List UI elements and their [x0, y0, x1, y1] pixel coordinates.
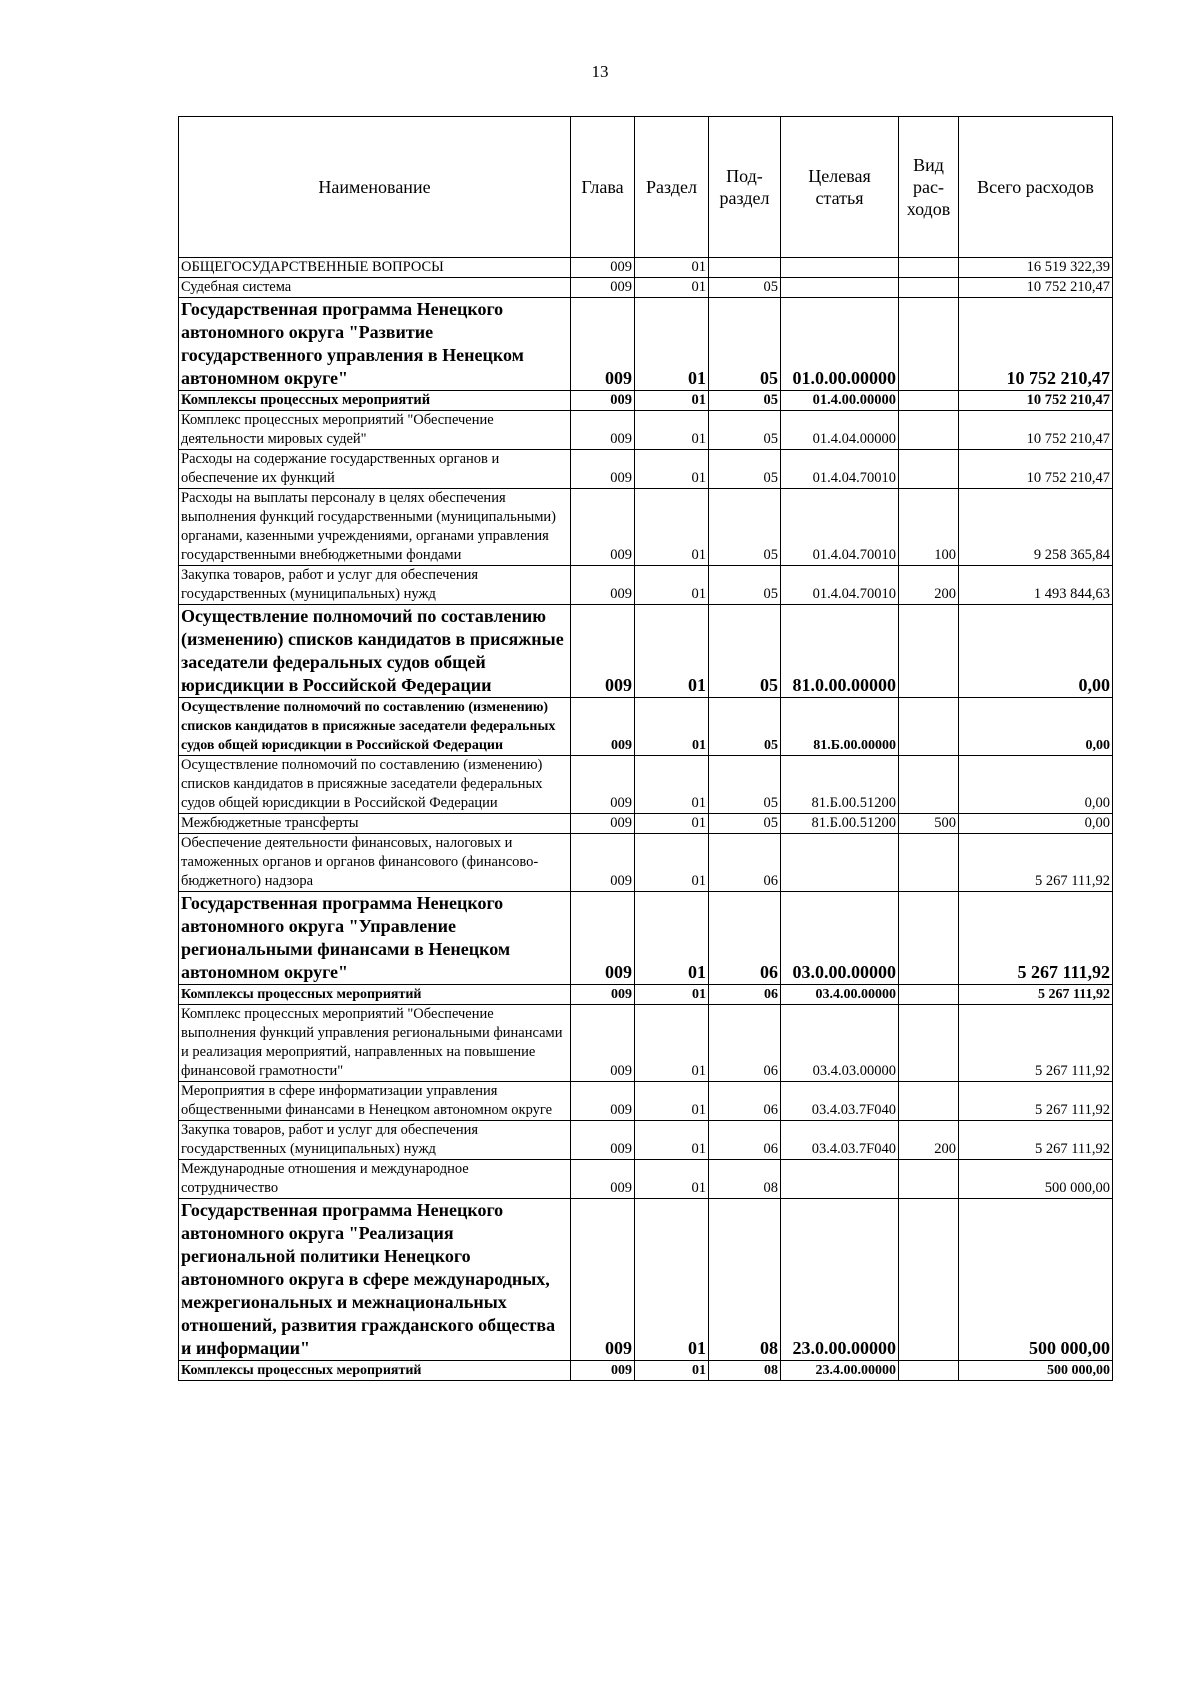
table-row	[179, 566, 1113, 605]
cell-podrazdel: 06	[709, 834, 781, 892]
cell-glava: 009	[571, 1005, 635, 1082]
cell-name: Осуществление полномочий по составлению (изменению) списков кандидатов в присяжные заседатели федеральных судов общей юрисдикции в Российской Федерации	[179, 605, 571, 698]
cell-podrazdel: 06	[709, 1121, 781, 1160]
cell-vid: 200	[899, 1121, 959, 1160]
cell-total: 500 000,00	[959, 1199, 1113, 1361]
cell-glava: 009	[571, 258, 635, 278]
cell-razdel: 01	[635, 1361, 709, 1381]
cell-total: 500 000,00	[959, 1361, 1113, 1381]
cell-name: Государственная программа Ненецкого автономного округа "Управление региональными финансами в Ненецком автономном округе"	[179, 892, 571, 985]
cell-podrazdel: 05	[709, 814, 781, 834]
cell-statya: 01.0.00.00000	[781, 298, 899, 391]
cell-name: Расходы на содержание государственных органов и обеспечение их функций	[179, 450, 571, 489]
table-row	[179, 450, 1113, 489]
cell-statya: 03.4.03.7F040	[781, 1082, 899, 1121]
cell-vid	[899, 411, 959, 450]
cell-vid	[899, 985, 959, 1005]
cell-razdel: 01	[635, 1160, 709, 1199]
cell-glava: 009	[571, 605, 635, 698]
cell-total: 9 258 365,84	[959, 489, 1113, 566]
table-row	[179, 298, 1113, 391]
header-glava: Глава	[571, 117, 635, 258]
table-row	[179, 411, 1113, 450]
cell-podrazdel: 06	[709, 985, 781, 1005]
page-number: 13	[591, 62, 609, 81]
cell-name: Закупка товаров, работ и услуг для обеспечения государственных (муниципальных) нужд	[179, 1121, 571, 1160]
cell-podrazdel: 05	[709, 698, 781, 756]
cell-razdel: 01	[635, 1199, 709, 1361]
cell-name: Комплексы процессных мероприятий	[179, 985, 571, 1005]
cell-statya: 81.Б.00.51200	[781, 814, 899, 834]
header-name: Наименование	[179, 117, 571, 258]
cell-podrazdel: 05	[709, 605, 781, 698]
cell-podrazdel: 05	[709, 489, 781, 566]
cell-name: Судебная система	[179, 278, 571, 298]
cell-vid	[899, 1005, 959, 1082]
table-row	[179, 756, 1113, 814]
cell-podrazdel: 08	[709, 1361, 781, 1381]
cell-statya	[781, 834, 899, 892]
cell-statya	[781, 258, 899, 278]
cell-razdel: 01	[635, 1082, 709, 1121]
cell-name: ОБЩЕГОСУДАРСТВЕННЫЕ ВОПРОСЫ	[179, 258, 571, 278]
cell-total: 5 267 111,92	[959, 892, 1113, 985]
cell-name: Закупка товаров, работ и услуг для обеспечения государственных (муниципальных) нужд	[179, 566, 571, 605]
cell-statya: 01.4.04.70010	[781, 489, 899, 566]
cell-vid	[899, 756, 959, 814]
cell-vid	[899, 698, 959, 756]
cell-statya: 23.4.00.00000	[781, 1361, 899, 1381]
cell-glava: 009	[571, 489, 635, 566]
cell-vid	[899, 1160, 959, 1199]
cell-glava: 009	[571, 756, 635, 814]
cell-razdel: 01	[635, 985, 709, 1005]
table-row	[179, 1005, 1113, 1082]
table-row	[179, 698, 1113, 756]
cell-razdel: 01	[635, 1121, 709, 1160]
cell-glava: 009	[571, 566, 635, 605]
cell-glava: 009	[571, 411, 635, 450]
cell-podrazdel: 06	[709, 1005, 781, 1082]
cell-vid: 200	[899, 566, 959, 605]
cell-name: Комплексы процессных мероприятий	[179, 391, 571, 411]
cell-podrazdel: 08	[709, 1160, 781, 1199]
table-row	[179, 1361, 1113, 1381]
table-row	[179, 892, 1113, 985]
cell-total: 0,00	[959, 756, 1113, 814]
cell-name: Осуществление полномочий по составлению (изменению) списков кандидатов в присяжные заседатели федеральных судов общей юрисдикции в Российской Федерации	[179, 756, 571, 814]
cell-statya: 81.Б.00.51200	[781, 756, 899, 814]
cell-total: 5 267 111,92	[959, 1082, 1113, 1121]
cell-podrazdel: 05	[709, 411, 781, 450]
cell-vid	[899, 834, 959, 892]
cell-statya	[781, 1160, 899, 1199]
table-row	[179, 391, 1113, 411]
cell-vid	[899, 258, 959, 278]
cell-vid: 500	[899, 814, 959, 834]
table-body	[179, 258, 1113, 1381]
table-row	[179, 1199, 1113, 1361]
cell-name: Государственная программа Ненецкого автономного округа "Реализация региональной политики Ненецкого автономного округа в сфере международных, межрегиональных и межнациональных отношений, развития гражданского общества и информации"	[179, 1199, 571, 1361]
cell-razdel: 01	[635, 566, 709, 605]
cell-statya: 03.4.03.7F040	[781, 1121, 899, 1160]
cell-vid	[899, 391, 959, 411]
cell-podrazdel: 06	[709, 1082, 781, 1121]
cell-razdel: 01	[635, 489, 709, 566]
cell-razdel: 01	[635, 298, 709, 391]
cell-vid: 100	[899, 489, 959, 566]
cell-razdel: 01	[635, 814, 709, 834]
cell-glava: 009	[571, 892, 635, 985]
cell-total: 16 519 322,39	[959, 258, 1113, 278]
cell-total: 0,00	[959, 605, 1113, 698]
cell-total: 1 493 844,63	[959, 566, 1113, 605]
cell-glava: 009	[571, 1160, 635, 1199]
cell-vid	[899, 605, 959, 698]
cell-razdel: 01	[635, 1005, 709, 1082]
table-row	[179, 489, 1113, 566]
cell-glava: 009	[571, 298, 635, 391]
cell-podrazdel	[709, 258, 781, 278]
cell-razdel: 01	[635, 411, 709, 450]
cell-statya	[781, 278, 899, 298]
cell-vid	[899, 1361, 959, 1381]
cell-glava: 009	[571, 814, 635, 834]
table-row	[179, 1082, 1113, 1121]
cell-name: Мероприятия в сфере информатизации управления общественными финансами в Ненецком автономном округе	[179, 1082, 571, 1121]
cell-statya: 01.4.00.00000	[781, 391, 899, 411]
cell-statya: 81.0.00.00000	[781, 605, 899, 698]
table-row	[179, 834, 1113, 892]
cell-total: 10 752 210,47	[959, 391, 1113, 411]
cell-total: 0,00	[959, 814, 1113, 834]
cell-glava: 009	[571, 1361, 635, 1381]
cell-podrazdel: 05	[709, 566, 781, 605]
cell-podrazdel: 05	[709, 278, 781, 298]
cell-razdel: 01	[635, 450, 709, 489]
cell-razdel: 01	[635, 756, 709, 814]
cell-vid	[899, 1199, 959, 1361]
cell-statya: 03.4.03.00000	[781, 1005, 899, 1082]
header-podrazdel: Под- раздел	[709, 117, 781, 258]
cell-razdel: 01	[635, 605, 709, 698]
cell-name: Комплекс процессных мероприятий "Обеспечение выполнения функций управления региональными финансами и реализация мероприятий, направленных на повышение финансовой грамотности"	[179, 1005, 571, 1082]
cell-statya: 01.4.04.70010	[781, 566, 899, 605]
cell-statya: 23.0.00.00000	[781, 1199, 899, 1361]
cell-glava: 009	[571, 1082, 635, 1121]
cell-vid	[899, 278, 959, 298]
cell-vid	[899, 298, 959, 391]
table-row	[179, 1160, 1113, 1199]
header-razdel: Раздел	[635, 117, 709, 258]
cell-vid	[899, 1082, 959, 1121]
cell-glava: 009	[571, 1199, 635, 1361]
cell-glava: 009	[571, 1121, 635, 1160]
cell-total: 10 752 210,47	[959, 450, 1113, 489]
header-row	[179, 117, 1113, 258]
table-row	[179, 258, 1113, 278]
cell-glava: 009	[571, 450, 635, 489]
table-row	[179, 1121, 1113, 1160]
cell-glava: 009	[571, 834, 635, 892]
cell-podrazdel: 05	[709, 756, 781, 814]
cell-total: 0,00	[959, 698, 1113, 756]
cell-total: 5 267 111,92	[959, 834, 1113, 892]
cell-total: 10 752 210,47	[959, 411, 1113, 450]
table-row	[179, 278, 1113, 298]
cell-glava: 009	[571, 698, 635, 756]
cell-razdel: 01	[635, 698, 709, 756]
cell-name: Осуществление полномочий по составлению (изменению) списков кандидатов в присяжные заседатели федеральных судов общей юрисдикции в Российской Федерации	[179, 698, 571, 756]
cell-total: 5 267 111,92	[959, 985, 1113, 1005]
cell-total: 5 267 111,92	[959, 1121, 1113, 1160]
cell-podrazdel: 05	[709, 391, 781, 411]
cell-total: 500 000,00	[959, 1160, 1113, 1199]
cell-name: Международные отношения и международное сотрудничество	[179, 1160, 571, 1199]
cell-podrazdel: 05	[709, 450, 781, 489]
cell-total: 5 267 111,92	[959, 1005, 1113, 1082]
cell-razdel: 01	[635, 391, 709, 411]
cell-glava: 009	[571, 985, 635, 1005]
cell-total: 10 752 210,47	[959, 298, 1113, 391]
cell-podrazdel: 08	[709, 1199, 781, 1361]
cell-statya: 01.4.04.70010	[781, 450, 899, 489]
header-statya: Целевая статья	[781, 117, 899, 258]
header-vid: Вид рас- ходов	[899, 117, 959, 258]
cell-name: Обеспечение деятельности финансовых, налоговых и таможенных органов и органов финансового (финансово-бюджетного) надзора	[179, 834, 571, 892]
cell-glava: 009	[571, 391, 635, 411]
cell-statya: 03.4.00.00000	[781, 985, 899, 1005]
cell-razdel: 01	[635, 258, 709, 278]
cell-podrazdel: 05	[709, 298, 781, 391]
cell-name: Комплексы процессных мероприятий	[179, 1361, 571, 1381]
cell-razdel: 01	[635, 278, 709, 298]
table-row	[179, 814, 1113, 834]
cell-vid	[899, 450, 959, 489]
cell-statya: 81.Б.00.00000	[781, 698, 899, 756]
cell-name: Комплекс процессных мероприятий "Обеспечение деятельности мировых судей"	[179, 411, 571, 450]
cell-vid	[899, 892, 959, 985]
cell-total: 10 752 210,47	[959, 278, 1113, 298]
cell-razdel: 01	[635, 834, 709, 892]
header-total: Всего расходов	[959, 117, 1113, 258]
cell-name: Межбюджетные трансферты	[179, 814, 571, 834]
cell-razdel: 01	[635, 892, 709, 985]
cell-statya: 01.4.04.00000	[781, 411, 899, 450]
cell-statya: 03.0.00.00000	[781, 892, 899, 985]
cell-podrazdel: 06	[709, 892, 781, 985]
budget-table	[178, 116, 1113, 1381]
table-row	[179, 985, 1113, 1005]
cell-glava: 009	[571, 278, 635, 298]
table-row	[179, 605, 1113, 698]
cell-name: Государственная программа Ненецкого автономного округа "Развитие государственного управления в Ненецком автономном округе"	[179, 298, 571, 391]
cell-name: Расходы на выплаты персоналу в целях обеспечения выполнения функций государственными (муниципальными) органами, казенными учреждениями, органами управления государственными внебюджетными фондами	[179, 489, 571, 566]
